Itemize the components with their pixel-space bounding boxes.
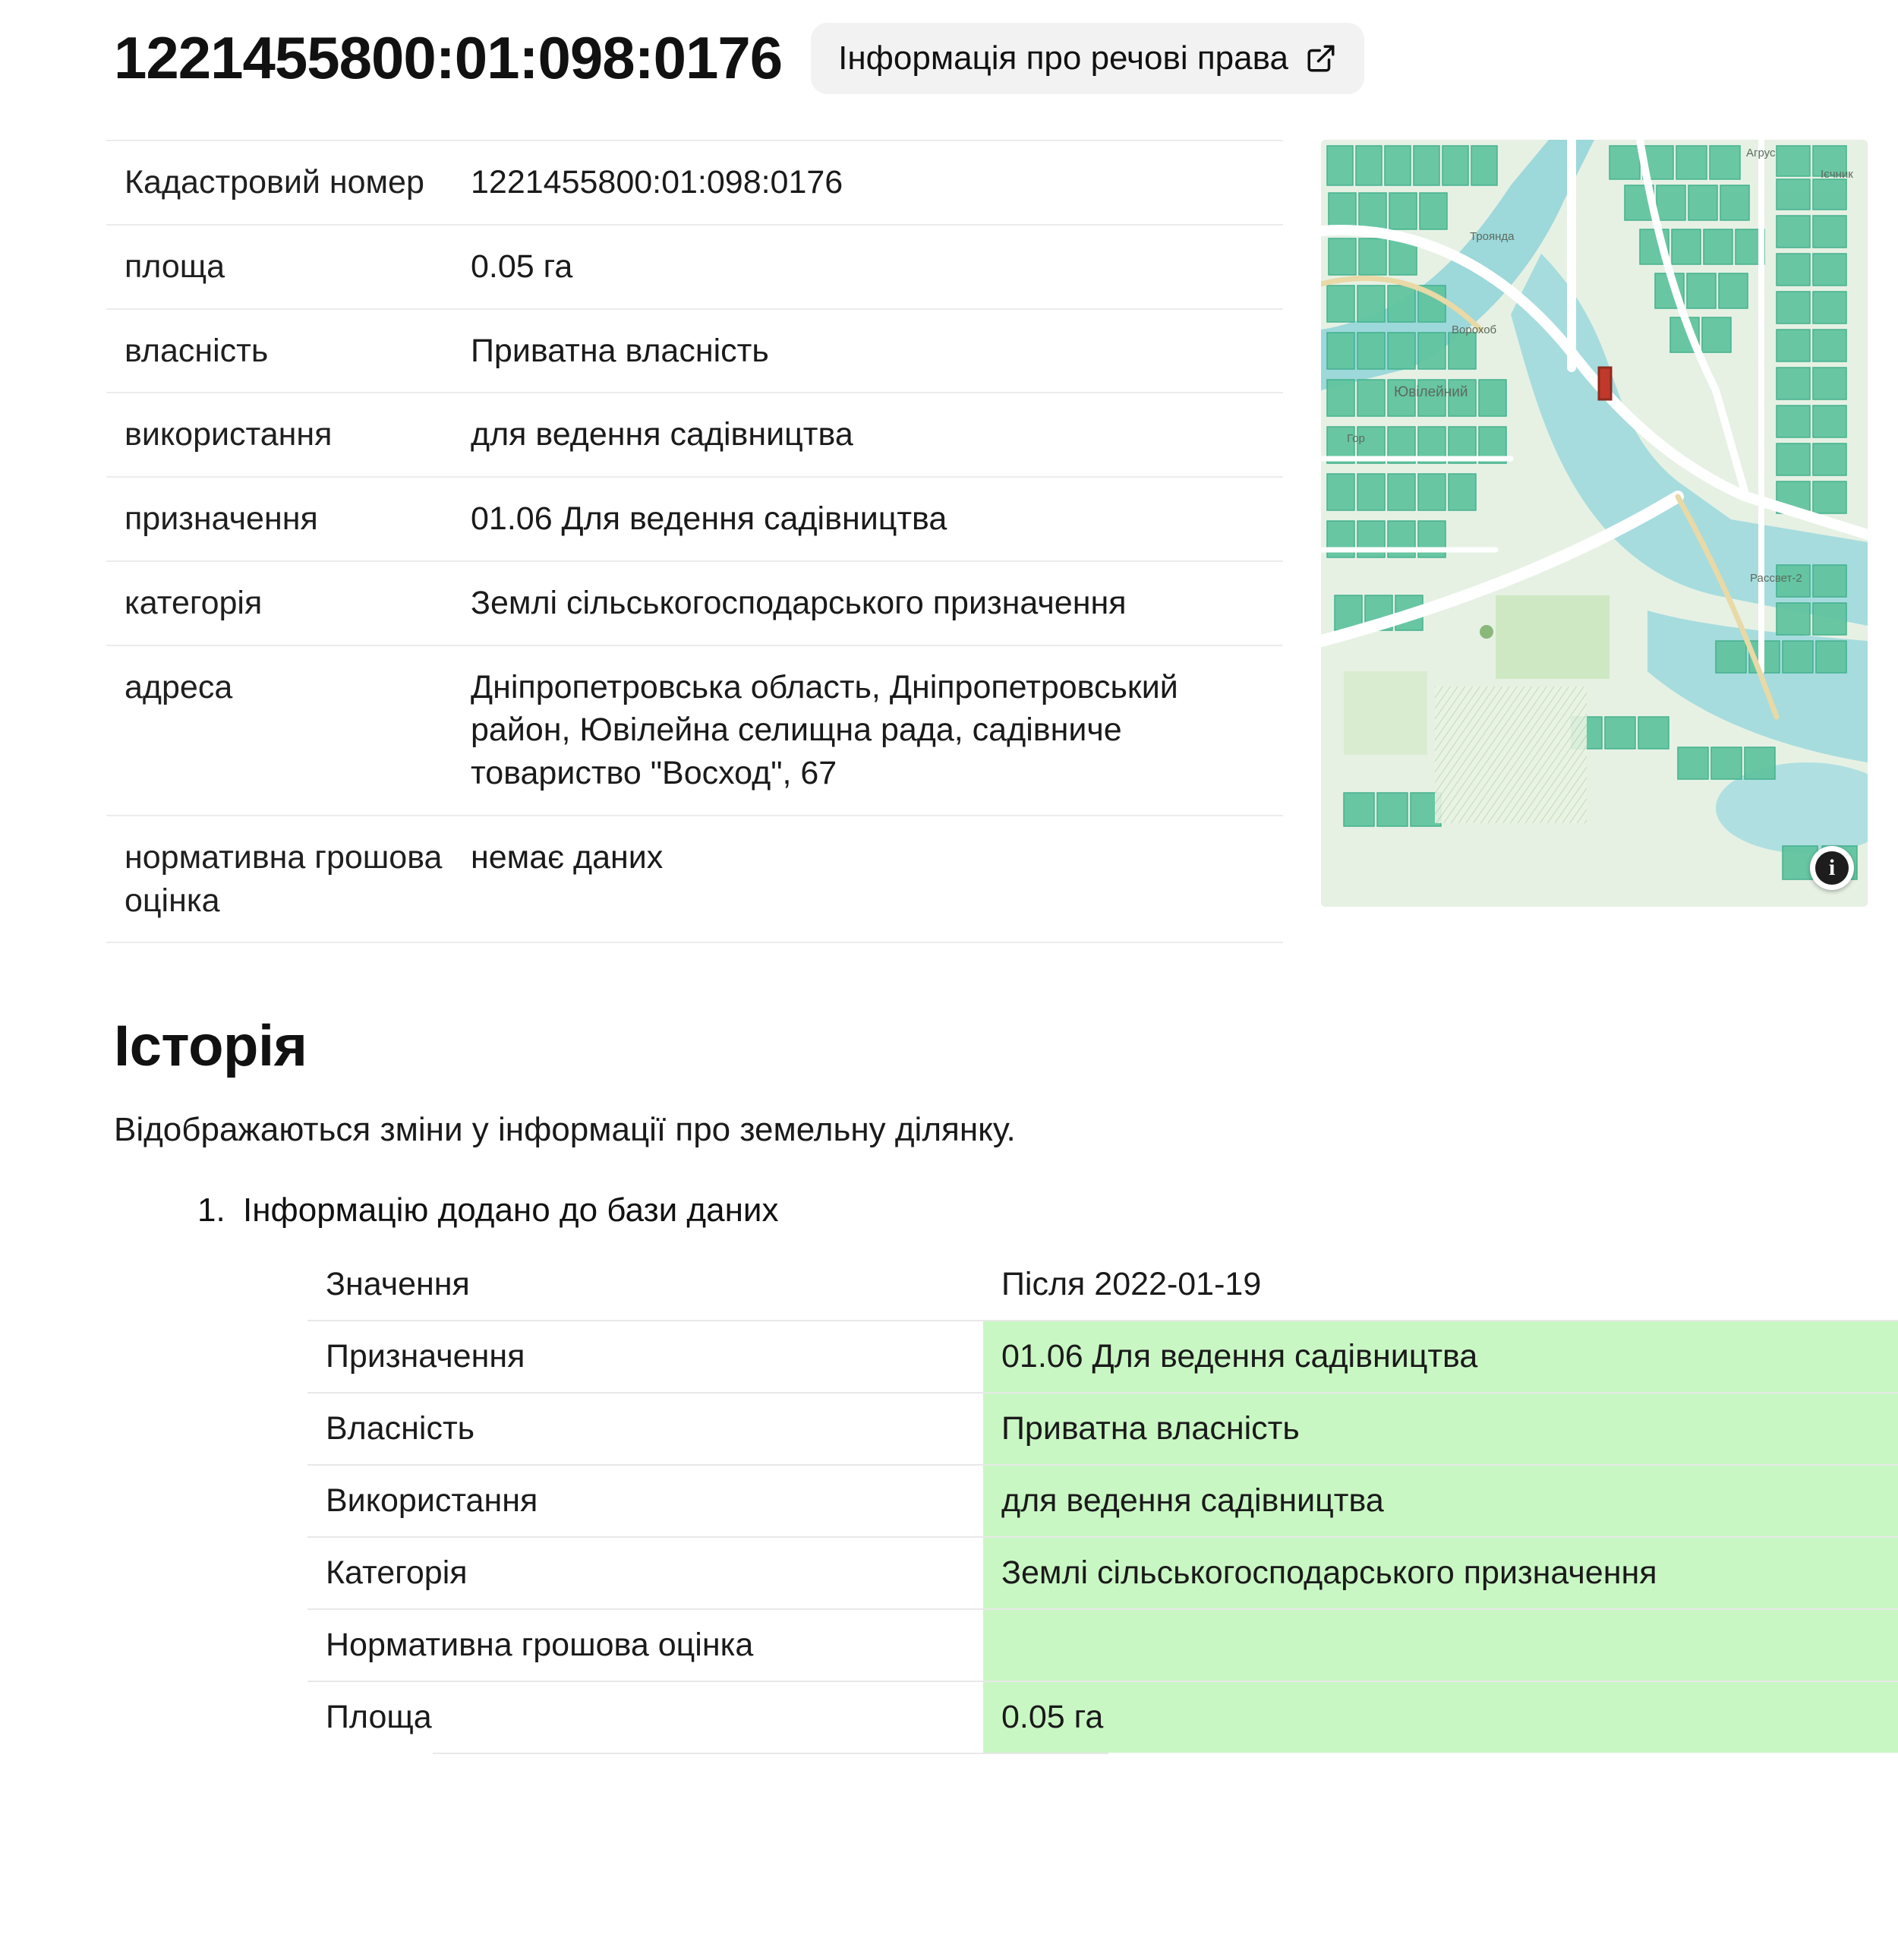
row-value: для ведення садівництва [983, 1465, 1898, 1537]
row-value: 1221455800:01:098:0176 [471, 164, 843, 200]
row-value: Приватна власність [471, 332, 769, 369]
table-row [106, 561, 1283, 645]
column-header-key: Значення [307, 1249, 983, 1321]
table-row [106, 140, 1283, 225]
row-value: Приватна власність [983, 1393, 1898, 1465]
column-header-value: Після 2022-01-19 [983, 1249, 1898, 1321]
row-label: адреса [125, 668, 233, 705]
history-entry [106, 1191, 1792, 1754]
table-row [106, 393, 1283, 477]
table-row [307, 1321, 1898, 1393]
row-label: Призначення [307, 1321, 983, 1393]
page-title: 1221455800:01:098:0176 [114, 24, 783, 92]
row-label: використання [125, 416, 333, 453]
row-label: нормативна грошова оцінка [125, 838, 443, 919]
rights-info-label: Інформація про речові права [838, 39, 1288, 77]
row-label: Площа [326, 1699, 432, 1736]
parcel-info-table [106, 140, 1283, 943]
table-header-row [307, 1249, 1898, 1321]
map-label: Ювілейний [1394, 384, 1468, 400]
map-canvas[interactable] [1321, 140, 1868, 907]
map-label: Троянда [1470, 230, 1515, 243]
main-content [106, 140, 1853, 943]
table-row [106, 816, 1283, 943]
map-info-button[interactable] [1810, 846, 1854, 890]
history-changes-table [307, 1249, 1898, 1753]
row-value: немає даних [471, 838, 664, 876]
row-value: Дніпропетровська область, Дніпропетровський район, Ювілейна селищна рада, садівниче товариство "Восход", 67 [471, 668, 1178, 791]
row-value: 0.05 га [983, 1681, 1898, 1753]
external-link-icon [1305, 43, 1337, 74]
row-label: Категорія [307, 1537, 983, 1609]
row-label: Використання [307, 1465, 983, 1537]
row-value: Землі сільськогосподарського призначення [983, 1537, 1898, 1609]
parcel-map[interactable] [1321, 140, 1868, 907]
table-row [307, 1393, 1898, 1465]
table-row [106, 477, 1283, 561]
history-entry-title: Інформацію додано до бази даних [243, 1191, 779, 1229]
table-row [106, 225, 1283, 309]
row-label: призначення [125, 500, 318, 537]
table-divider [433, 1753, 1108, 1754]
table-row [307, 1465, 1898, 1537]
table-row [307, 1537, 1898, 1609]
page-header [106, 0, 1792, 94]
map-label: Агрус [1746, 147, 1776, 159]
row-value: Землі сільськогосподарського призначення [471, 584, 1127, 621]
info-icon: i [1815, 851, 1849, 885]
row-label: площа [125, 248, 225, 285]
map-label: Гор [1347, 432, 1365, 445]
table-row [307, 1681, 1898, 1753]
map-label: Ієчник [1821, 168, 1853, 181]
row-value: 01.06 Для ведення садівництва [983, 1321, 1898, 1393]
row-label: категорія [125, 584, 263, 621]
row-label: Власність [307, 1393, 983, 1465]
history-heading: Історія [114, 1014, 307, 1079]
rights-info-button[interactable] [811, 23, 1364, 94]
row-value: для ведення садівництва [471, 416, 853, 453]
history-subtitle: Відображаються зміни у інформації про земельну ділянку. [114, 1111, 1016, 1149]
map-label: Ворохоб [1452, 324, 1497, 336]
map-label: Рассвет-2 [1750, 572, 1802, 585]
row-value: 01.06 Для ведення садівництва [471, 500, 947, 537]
row-value [983, 1609, 1898, 1681]
history-entry-number: 1. [197, 1191, 225, 1229]
row-label: власність [125, 332, 269, 369]
table-row [106, 645, 1283, 816]
row-value: 0.05 га [471, 248, 573, 285]
row-label: Кадастровий номер [125, 164, 424, 200]
table-row [106, 309, 1283, 393]
row-label: Нормативна грошова оцінка [307, 1609, 983, 1681]
table-row [307, 1609, 1898, 1681]
